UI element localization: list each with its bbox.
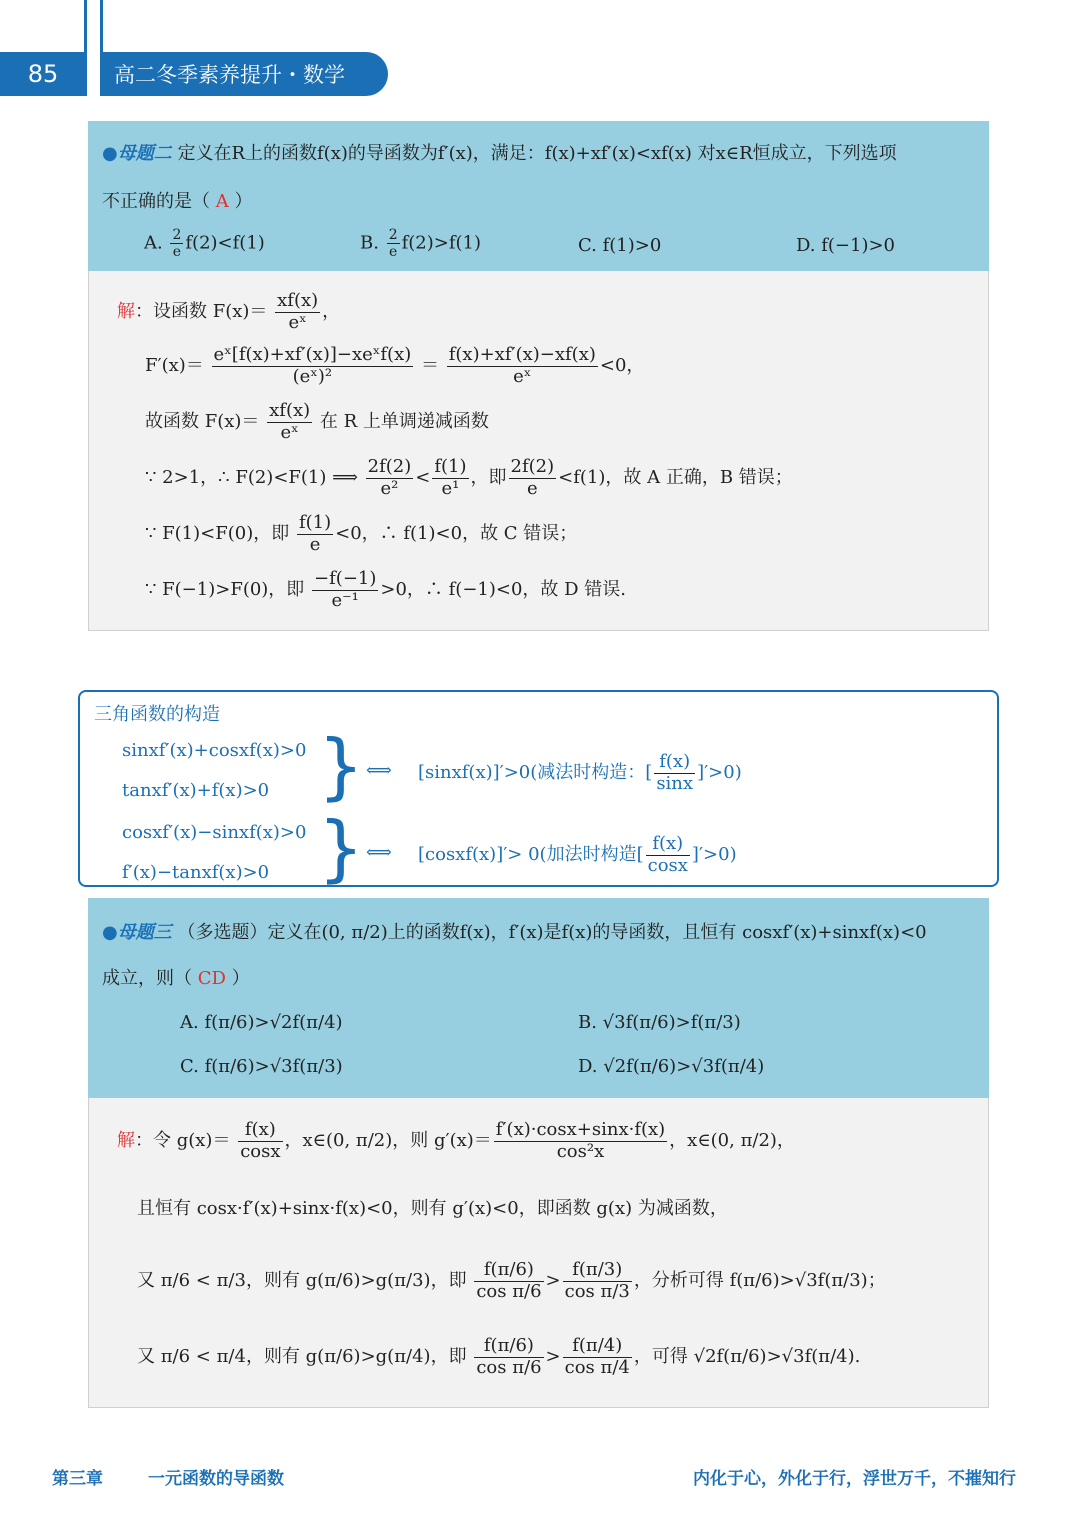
solution-3-line4 — [137, 1336, 860, 1378]
frac-den: e — [172, 244, 182, 261]
solution-2-line1 — [117, 291, 340, 333]
frac-num: f(π/6) — [474, 1336, 543, 1358]
right-brace-icon: } — [318, 806, 364, 890]
frac-den: cos π/3 — [564, 1280, 630, 1302]
solution-2-line3 — [145, 401, 489, 443]
text: ∵ F(−1)>F(0)，即 — [145, 579, 305, 601]
frac-num: f(1) — [434, 456, 467, 477]
text: >0，∴ f(−1)<0，故 D 错误. — [380, 579, 627, 601]
equivalence-arrow-1: ⟺ — [366, 760, 392, 781]
text: ]′>0) — [691, 844, 737, 866]
text: <0，∴ f(1)<0，故 C 错误； — [335, 523, 578, 545]
frac-num: f(π/3) — [563, 1260, 632, 1282]
frac-num: 2 — [172, 227, 182, 243]
text: 在 R 上单调递减函数 — [319, 411, 489, 433]
frac-num: f′(x)·cosx+sinx·f(x) — [495, 1119, 666, 1140]
frac-num: 2f(2) — [510, 456, 555, 477]
trig-box-title: 三角函数的构造 — [94, 704, 220, 725]
frac-den: e¹ — [441, 477, 460, 499]
fraction — [646, 834, 690, 876]
fraction — [509, 457, 557, 499]
page-number: 85 — [0, 52, 86, 96]
fraction — [563, 1260, 632, 1302]
option-a — [144, 227, 265, 260]
frac-den: cos π/6 — [476, 1280, 542, 1302]
solution-2-line4 — [145, 457, 793, 499]
text: ＝ — [421, 355, 439, 377]
interval: (0, π/2) — [321, 922, 388, 943]
option-a-text: f(2)<f(1) — [185, 232, 265, 254]
frac-num: f(x) — [654, 752, 695, 774]
text: > — [545, 1270, 561, 1292]
text: <f(1)，故 A 正确，B 错误； — [558, 467, 793, 489]
trig-row-1: sinxf′(x)+cosxf(x)>0 — [122, 740, 307, 761]
frac-den: cos²x — [556, 1140, 605, 1162]
trig-construct-1 — [418, 752, 742, 794]
text: < — [415, 467, 431, 489]
text: ，x∈(0, π/2)， — [669, 1130, 795, 1152]
text: ：令 g(x)＝ — [135, 1130, 231, 1152]
frac-den: e⁻¹ — [331, 589, 359, 611]
fraction — [447, 345, 598, 387]
frac-den: e — [309, 533, 321, 555]
footer-chapter: 第三章 — [52, 1469, 103, 1489]
trig-construction-box — [78, 690, 999, 890]
option-a-label: A. — [144, 232, 163, 254]
fraction — [563, 1336, 632, 1378]
frac-num: xf(x) — [277, 290, 319, 311]
frac-den: e² — [380, 477, 399, 499]
fraction — [366, 457, 414, 499]
problem-2-stem-text: 定义在R上的函数f(x)的导函数为f′(x)，满足：f(x)+xf′(x)<xf(x) 对x∈R恒成立，下列选项 — [177, 143, 897, 164]
fraction — [494, 1120, 667, 1162]
option-b: B. √3f(π/6)>f(π/3) — [578, 1012, 741, 1033]
right-brace-icon: } — [318, 724, 364, 808]
problem-2-tag: ●母题二 — [102, 143, 172, 164]
fraction — [297, 513, 333, 555]
text: [cosxf(x)]′> 0(加法时构造[ — [418, 844, 644, 866]
fraction — [312, 569, 378, 611]
fraction — [238, 1120, 282, 1162]
page-title: 高二冬季素养提升・数学 — [102, 52, 388, 96]
text: 又 π/6 < π/4，则有 g(π/6)>g(π/4)，即 — [137, 1346, 467, 1368]
text: > — [545, 1346, 561, 1368]
problem-2-stem-line2 — [102, 191, 252, 213]
frac-den: cos π/4 — [564, 1356, 630, 1378]
option-c: C. f(π/6)>√3f(π/3) — [180, 1056, 343, 1077]
frac-num: 2 — [388, 227, 398, 243]
text: 故函数 F(x)＝ — [145, 411, 260, 433]
trig-construct-2 — [418, 834, 737, 876]
frac-den: cosx — [647, 854, 688, 876]
fraction — [474, 1336, 543, 1378]
fraction — [654, 752, 695, 794]
stem-prefix: 不正确的是（ — [102, 191, 210, 212]
solution-label: 解 — [117, 1130, 135, 1152]
fraction — [474, 1260, 543, 1302]
frac-den: cos π/6 — [476, 1356, 542, 1378]
fraction — [267, 401, 312, 443]
frac-den: eˣ — [513, 365, 532, 387]
frac-num: f(x) — [646, 834, 690, 856]
trig-row-4: f′(x)−tanxf(x)>0 — [122, 862, 270, 883]
text: ，分析可得 f(π/6)>√3f(π/3)； — [633, 1270, 886, 1292]
frac-num: −f(−1) — [314, 568, 377, 589]
solution-3-line1 — [117, 1120, 795, 1162]
fraction — [275, 291, 320, 333]
trig-row-3: cosxf′(x)−sinxf(x)>0 — [122, 822, 307, 843]
footer-chapter-title: 一元函数的导函数 — [148, 1469, 284, 1489]
option-b-text: f(2)>f(1) — [401, 232, 482, 254]
text: ∵ F(1)<F(0)，即 — [145, 523, 290, 545]
option-d: D. √2f(π/6)>√3f(π/4) — [578, 1056, 765, 1077]
text: ∵ 2>1，∴ F(2)<F(1) ⟹ — [145, 467, 358, 489]
stem-suffix: ） — [234, 191, 253, 212]
fraction — [432, 457, 468, 499]
frac-den: eˣ — [280, 421, 299, 443]
text: <0， — [599, 355, 645, 377]
option-c: C. f(1)>0 — [578, 235, 662, 256]
frac-den: (eˣ)² — [292, 365, 333, 387]
option-b — [360, 227, 481, 260]
frac-num: f(π/4) — [563, 1336, 632, 1358]
solution-2-line2 — [145, 345, 644, 387]
frac-num: 2f(2) — [367, 456, 412, 477]
text: ， — [322, 301, 341, 323]
option-b-label: B. — [360, 232, 379, 254]
problem-3-answer: CD — [197, 968, 226, 989]
frac-num: f(π/6) — [474, 1260, 543, 1282]
footer-motto: 内化于心，外化于行，浮世万千，不摧知行 — [693, 1469, 1016, 1489]
trig-row-2: tanxf′(x)+f(x)>0 — [122, 780, 270, 801]
frac-den: e — [389, 244, 398, 261]
frac-den: eˣ — [288, 311, 307, 333]
frac-den: e — [527, 477, 538, 499]
frac-num: f(x) — [238, 1120, 282, 1142]
problem-3-tag: ●母题三 — [102, 922, 172, 943]
text: F′(x)＝ — [145, 355, 204, 377]
problem-3 — [88, 898, 989, 1098]
fraction — [212, 345, 414, 387]
solution-2-line5 — [145, 513, 577, 555]
stem-prefix: 成立，则（ — [102, 968, 192, 989]
option-d: D. f(−1)>0 — [796, 235, 896, 256]
text: ，可得 √2f(π/6)>√3f(π/4). — [633, 1346, 861, 1368]
problem-2-stem-line1 — [102, 143, 897, 165]
solution-3 — [88, 1098, 989, 1408]
text: 上的函数f(x)，f′(x)是f(x)的导函数，且恒有 cosxf′(x)+sinxf(x)<0 — [387, 922, 927, 943]
problem-2-answer: A — [215, 191, 229, 212]
text: 又 π/6 < π/3，则有 g(π/6)>g(π/3)，即 — [137, 1270, 467, 1292]
problem-3-stem-line1 — [102, 922, 927, 944]
solution-2-line6 — [145, 569, 626, 611]
option-a: A. f(π/6)>√2f(π/4) — [180, 1012, 343, 1033]
frac-num: f(1) — [298, 512, 332, 533]
problem-2 — [88, 121, 989, 271]
frac-num: f(x)+xf′(x)−xf(x) — [448, 344, 596, 365]
text: ：设函数 F(x)＝ — [135, 301, 268, 323]
solution-3-line3 — [137, 1260, 886, 1302]
equivalence-arrow-2: ⟺ — [366, 842, 392, 863]
text: ，x∈(0, π/2)，则 g′(x)＝ — [284, 1130, 492, 1152]
fraction — [170, 227, 183, 260]
stem-suffix: ） — [231, 968, 250, 989]
solution-3-line2: 且恒有 cosx·f′(x)+sinx·f(x)<0，则有 g′(x)<0，即函数 g(x) 为减函数， — [137, 1198, 728, 1219]
solution-label: 解 — [117, 301, 135, 323]
text: ，即 — [470, 467, 507, 489]
text: [sinxf(x)]′>0(减法时构造：[ — [418, 762, 653, 784]
text: （多选题）定义在 — [177, 922, 322, 943]
fraction — [387, 227, 400, 260]
solution-2 — [88, 271, 989, 631]
frac-den: cosx — [240, 1140, 281, 1162]
text: ]′>0) — [697, 762, 742, 784]
frac-num: eˣ[f(x)+xf′(x)]−xeˣf(x) — [213, 344, 412, 365]
frac-num: xf(x) — [269, 400, 311, 421]
problem-3-stem-line2 — [102, 968, 250, 990]
frac-den: sinx — [656, 772, 694, 794]
